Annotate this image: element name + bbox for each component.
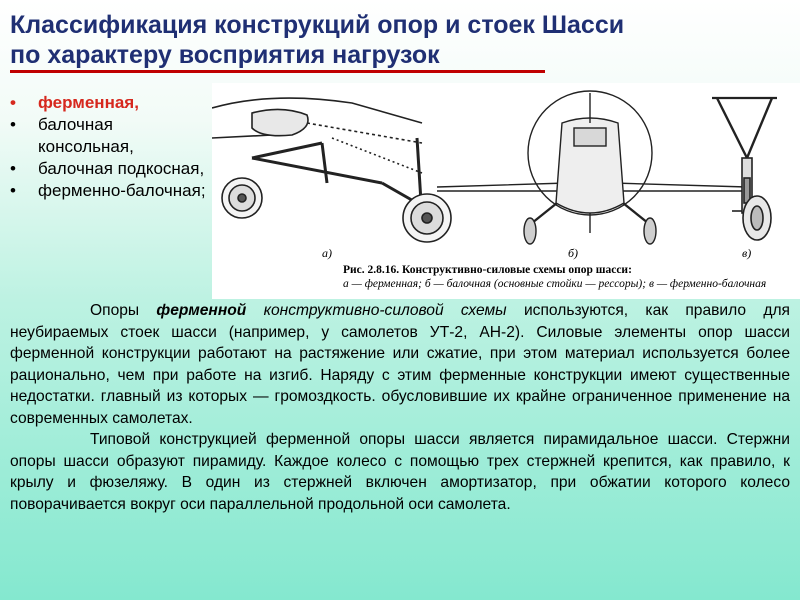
paragraph-1-intro: Опоры	[90, 302, 157, 319]
slide-title-line-2: по характеру восприятия нагрузок	[10, 41, 440, 69]
figure-caption-description: а — ферменная; б — балочная (основные стойки — рессоры); в — ферменно-балочная	[343, 278, 767, 290]
title-underline	[10, 70, 545, 73]
bullet-item-strut-beam: • балочная подкосная,	[10, 159, 205, 178]
bullet-list	[10, 92, 210, 202]
panel-b-beam-gear	[437, 91, 747, 244]
bullet-item-truss-beam: • ферменно-балочная;	[10, 181, 206, 200]
bullet-text: ферменная,	[38, 93, 139, 112]
panel-a-truss-gear	[212, 98, 451, 242]
paragraph-1-italic-term: конструктивно-силовой схемы	[246, 302, 507, 319]
slide-title	[10, 10, 790, 70]
panel-a-label: а)	[322, 246, 332, 260]
bullet-item-truss: • ферменная,	[10, 93, 139, 112]
figure-caption	[343, 263, 800, 291]
bullet-text: ферменно-балочная;	[38, 181, 206, 200]
panel-c-label: в)	[742, 246, 752, 260]
paragraph-1	[10, 300, 790, 429]
bullet-text: балочная подкосная,	[38, 159, 205, 178]
bullet-text: балочная консольная,	[38, 115, 134, 156]
panel-b-label: б)	[568, 246, 579, 260]
paragraph-2	[10, 429, 790, 515]
body-text	[10, 300, 790, 515]
panel-c-truss-beam-gear	[712, 98, 777, 240]
figure-caption-title: Рис. 2.8.16. Конструктивно-силовые схемы опор шасси:	[343, 264, 632, 276]
paragraph-1-bold-term: ферменной	[156, 302, 247, 319]
bullet-item-cantilever-beam: • балочная консольная,	[10, 115, 134, 156]
paragraph-2-text: Типовой конструкцией ферменной опоры шасси является пирамидальное шасси. Стержни опоры шасси образуют пирамиду. Каждое колесо с помощью трех стержней крепится, как правило, к крылу и фюзеляжу. В один из стержней включен амортизатор, при обжатии которого колесо поворачивается вокруг оси параллельной продольной оси самолета.	[10, 431, 790, 513]
slide-title-line-1: Классификация конструкций опор и стоек Шасси	[10, 11, 625, 39]
landing-gear-figure	[212, 83, 800, 299]
paragraph-1-rest: используются, как правило для неубираемых стоек шасси (например, у самолетов УТ-2, АН-2). Силовые элементы опор шасси ферменной конструкции работают на растяжение или сжатие, при этом материал используется более рационально, чем при работе на изгиб. Наряду с этим ферменные конструкции имеют существенные недостатки. главный из которых — громоздкость. обусловившие их крайне ограниченное применение на современных самолетах.	[10, 302, 791, 427]
